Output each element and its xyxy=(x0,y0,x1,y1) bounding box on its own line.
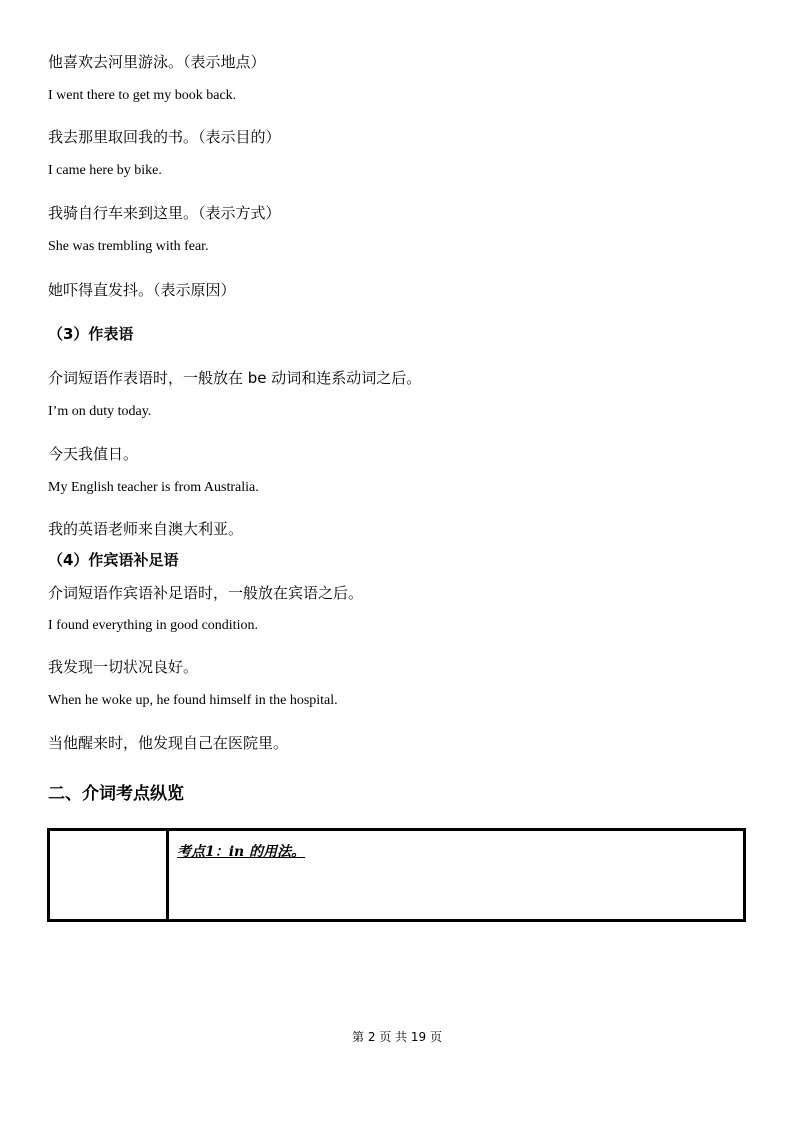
kaodian-left-cell xyxy=(50,831,169,919)
text-line: 他喜欢去河里游泳。（表示地点） xyxy=(48,53,266,71)
kaodian-table xyxy=(47,828,746,922)
text-line: 介词短语作宾语补足语时，一般放在宾语之后。 xyxy=(48,584,364,602)
text-line: I’m on duty today. xyxy=(48,404,152,419)
text-line: 我的英语老师来自澳大利亚。 xyxy=(48,520,244,538)
section-title: 二、介词考点纵览 xyxy=(48,784,184,804)
text-line: 今天我值日。 xyxy=(48,445,139,463)
text-line: 介词短语作表语时，一般放在 be 动词和连系动词之后。 xyxy=(48,369,422,387)
page-footer: 第 2 页 共 19 页 xyxy=(352,1030,442,1044)
kaodian-title: 考点1：in 的用法。 xyxy=(177,844,306,860)
text-line: 我骑自行车来到这里。（表示方式） xyxy=(48,204,281,222)
text-line: I came here by bike. xyxy=(48,163,162,178)
text-line: She was trembling with fear. xyxy=(48,239,209,254)
text-line: I went there to get my book back. xyxy=(48,88,237,103)
subheading: （4）作宾语补足语 xyxy=(48,551,179,569)
text-line: 我去那里取回我的书。（表示目的） xyxy=(48,128,281,146)
text-line: I found everything in good condition. xyxy=(48,618,258,633)
text-line: My English teacher is from Australia. xyxy=(48,480,259,495)
text-line: 她吓得直发抖。（表示原因） xyxy=(48,281,236,299)
text-line: 当他醒来时，他发现自己在医院里。 xyxy=(48,734,289,752)
text-line: When he woke up, he found himself in the hospital. xyxy=(48,693,338,708)
kaodian-right-cell xyxy=(169,831,743,919)
text-line: 我发现一切状况良好。 xyxy=(48,658,199,676)
subheading: （3）作表语 xyxy=(48,325,134,343)
